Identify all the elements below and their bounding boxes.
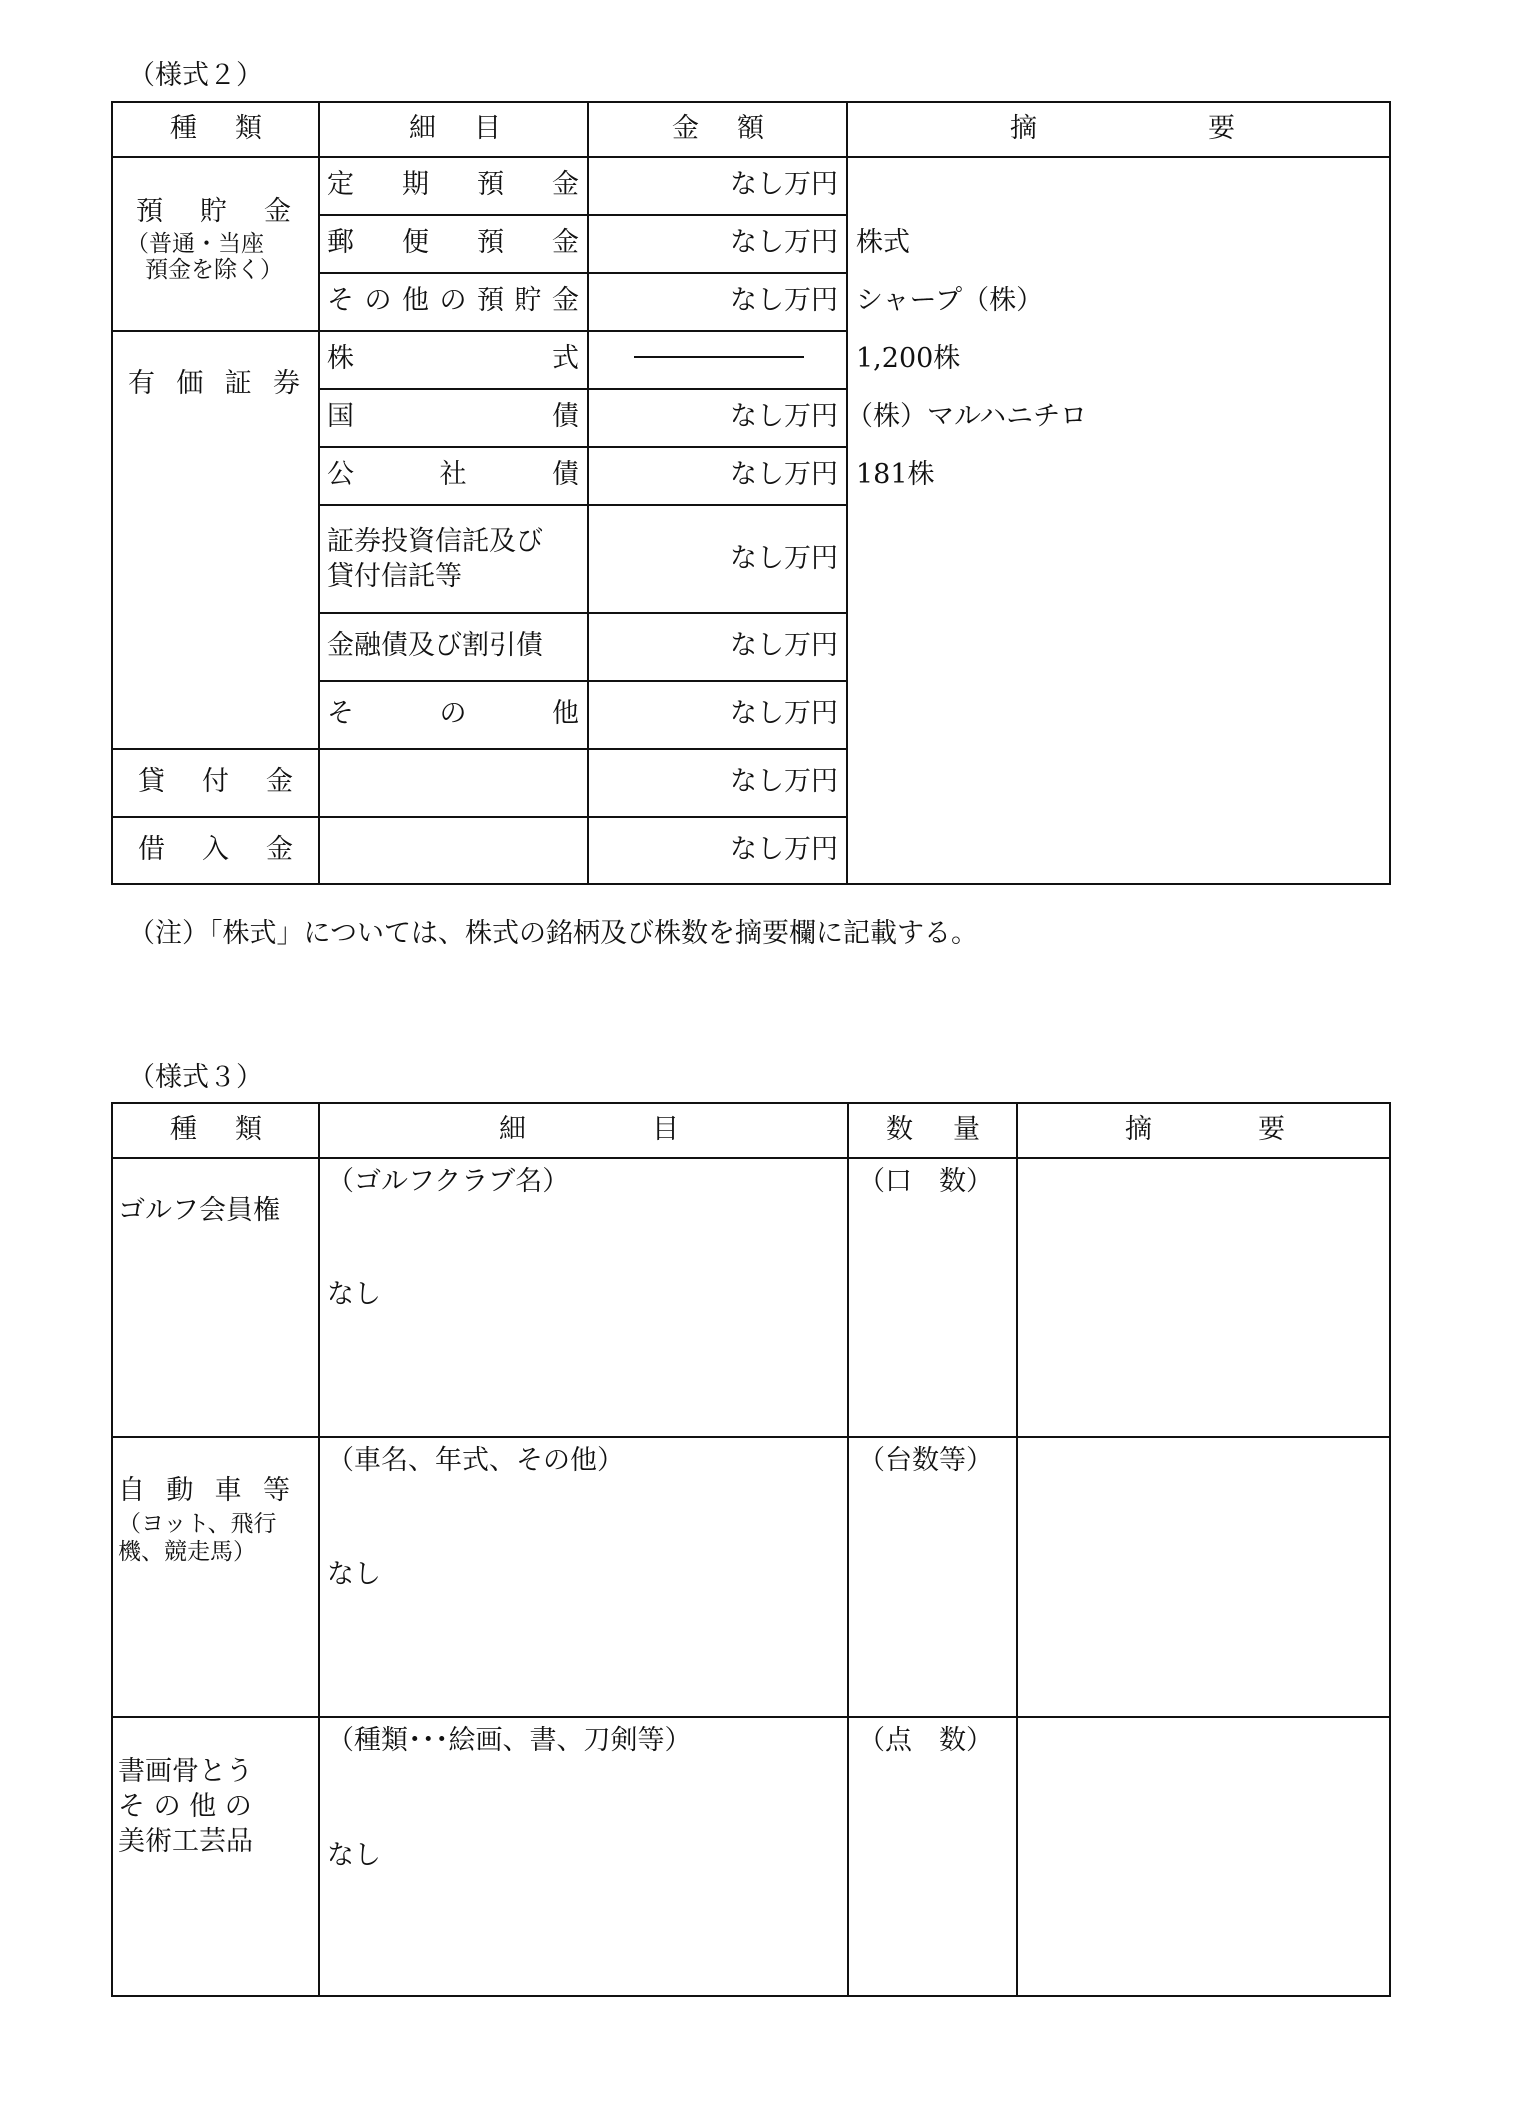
form2-amount-government-bonds: なし万円 bbox=[730, 401, 838, 432]
form2-kind-deposits-note: 預金を除く） bbox=[145, 257, 283, 283]
form2-item-financial-bonds: 金融債及び割引債 bbox=[327, 630, 543, 661]
form2-item-fixed-deposit: 定 期 預 金 bbox=[327, 169, 579, 200]
form2-item-government-bonds: 国 債 bbox=[327, 401, 579, 432]
form3-header-kind: 種 類 bbox=[170, 1114, 262, 1145]
form3-kind-golf: ゴルフ会員権 bbox=[118, 1195, 280, 1226]
form2-kind-loans: 貸 付 金 bbox=[138, 766, 293, 797]
form3-header-divider bbox=[111, 1157, 1391, 1159]
form2-item-stocks: 株 式 bbox=[327, 343, 579, 374]
form2-amount-financial-bonds: なし万円 bbox=[730, 630, 838, 661]
form2-amount-fixed-deposit: なし万円 bbox=[730, 169, 838, 200]
form2-header-kind: 種 類 bbox=[170, 113, 262, 144]
form3-kind-vehicles: 自 動 車 等 bbox=[118, 1475, 290, 1506]
form2-row-divider bbox=[318, 680, 848, 682]
form3-qty-label-vehicles: （台数等） bbox=[858, 1445, 993, 1476]
form2-header-item: 細 目 bbox=[409, 113, 501, 144]
form2-summary-line: （株）マルハニチロ bbox=[846, 401, 1088, 432]
form3-kind-vehicles-note: （ヨット、飛行 bbox=[118, 1511, 277, 1537]
form3-col-divider-1 bbox=[318, 1102, 320, 1997]
form2-summary-line: 株式 bbox=[856, 227, 910, 258]
form2-row-divider bbox=[318, 612, 848, 614]
form3-header-item: 細 目 bbox=[499, 1114, 679, 1145]
form2-kind-securities: 有 価 証 券 bbox=[128, 368, 300, 399]
form2-amount-corporate-bonds: なし万円 bbox=[730, 459, 838, 490]
form2-group-divider bbox=[111, 330, 848, 332]
form2-amount-other-deposit: なし万円 bbox=[730, 285, 838, 316]
form2-item-postal-deposit: 郵 便 預 金 bbox=[327, 227, 579, 258]
form3-heading: （様式３） bbox=[128, 1062, 263, 1093]
form2-group-divider bbox=[111, 748, 848, 750]
form3-item-value-art: なし bbox=[327, 1840, 381, 1871]
form2-header-summary: 摘 要 bbox=[1010, 113, 1235, 144]
form3-qty-label-golf: （口 数） bbox=[858, 1166, 993, 1197]
form3-qty-label-art: （点 数） bbox=[858, 1725, 993, 1756]
form3-col-divider-3 bbox=[1016, 1102, 1018, 1997]
form2-amount-loans: なし万円 bbox=[730, 766, 838, 797]
form2-item-other-deposit: そ の 他 の 預 貯 金 bbox=[327, 285, 579, 316]
form3-item-value-golf: なし bbox=[327, 1279, 381, 1310]
form2-group-divider bbox=[111, 816, 848, 818]
form3-header-qty: 数 量 bbox=[886, 1114, 980, 1145]
form2-amount-borrowings: なし万円 bbox=[730, 834, 838, 865]
form2-summary-line: シャープ（株） bbox=[856, 285, 1044, 316]
form2-amount-other-securities: なし万円 bbox=[730, 698, 838, 729]
form2-summary-line: 181株 bbox=[856, 459, 935, 490]
form2-kind-borrowings: 借 入 金 bbox=[138, 834, 293, 865]
form2-note: （注）「株式」については、株式の銘柄及び株数を摘要欄に記載する。 bbox=[128, 918, 978, 949]
form3-item-value-vehicles: なし bbox=[327, 1559, 381, 1590]
form3-item-label-vehicles: （車名、年式、その他） bbox=[327, 1445, 624, 1476]
form3-header-summary: 摘 要 bbox=[1125, 1114, 1285, 1145]
form3-row-divider bbox=[111, 1716, 1391, 1718]
form2-col-divider-2 bbox=[587, 101, 589, 885]
form2-amount-postal-deposit: なし万円 bbox=[730, 227, 838, 258]
form2-kind-deposits: 預 貯 金 bbox=[136, 196, 291, 227]
form3-kind-art: 美術工芸品 bbox=[118, 1826, 253, 1857]
form2-row-divider bbox=[318, 214, 848, 216]
form3-item-label-golf: （ゴルフクラブ名） bbox=[327, 1166, 570, 1197]
form2-amount-investment-trust: なし万円 bbox=[730, 543, 838, 574]
form2-col-divider-1 bbox=[318, 101, 320, 885]
form2-item-investment-trust: 貸付信託等 bbox=[327, 561, 462, 592]
form2-row-divider bbox=[318, 446, 848, 448]
form3-item-label-art: （種類･･･絵画、書、刀剣等） bbox=[327, 1725, 692, 1756]
form2-heading: （様式２） bbox=[128, 60, 263, 91]
form2-kind-deposits-note: （普通・当座 bbox=[126, 231, 264, 257]
form2-summary-line: 1,200株 bbox=[856, 343, 961, 374]
form2-header-divider bbox=[111, 156, 1391, 158]
form2-row-divider bbox=[318, 388, 848, 390]
form3-table-border bbox=[111, 1102, 1391, 1997]
form3-kind-vehicles-note: 機、競走馬） bbox=[118, 1539, 256, 1565]
form2-item-corporate-bonds: 公 社 債 bbox=[327, 459, 579, 490]
form2-item-other-securities: そ の 他 bbox=[327, 698, 579, 729]
form2-row-divider bbox=[318, 504, 848, 506]
form2-amount-stocks-dash bbox=[634, 356, 804, 358]
form2-item-investment-trust: 証券投資信託及び bbox=[327, 526, 543, 557]
form2-col-divider-3 bbox=[846, 101, 848, 885]
form3-kind-art: 書画骨とう bbox=[118, 1756, 253, 1787]
form2-header-amount: 金 額 bbox=[672, 113, 764, 144]
form3-kind-art: そ の 他 の bbox=[118, 1791, 252, 1822]
form3-row-divider bbox=[111, 1436, 1391, 1438]
form2-row-divider bbox=[318, 272, 848, 274]
form3-col-divider-2 bbox=[847, 1102, 849, 1997]
